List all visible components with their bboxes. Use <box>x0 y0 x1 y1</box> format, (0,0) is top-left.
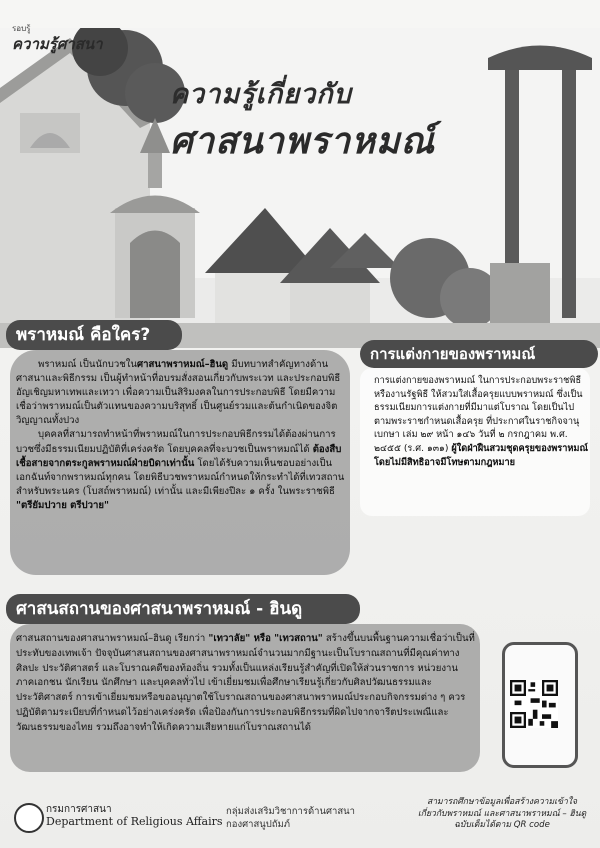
section-dress-text <box>374 374 588 469</box>
brand-logo <box>10 22 103 62</box>
logo-name: ความรู้ศาสนา <box>12 35 103 53</box>
text-run-bold: ศาสนาพราหมณ์–ฮินดู <box>137 359 229 370</box>
department-name-th: กรมการศาสนา <box>46 804 112 815</box>
department-name-en: Department of Religious Affairs <box>46 815 223 828</box>
section-temple-text <box>16 632 478 736</box>
text-run: โดยได้รับความเห็นชอบอย่างเป็นเอกฉันท์จากพราหมณ์ทุกคน โดยพิธีบวชพราหมณ์กำหนดให้กระทำได้ที่เทวสถานสำหรับพระนคร (โบสถ์พราหมณ์) เท่านั้น และมีเพียงปีละ ๑ ครั้ง ในพระราชพิธี <box>16 457 345 497</box>
text-run: พราหมณ์ เป็นนักบวชใน <box>38 359 137 370</box>
text-run-bold: "ตรียัมปวาย ตรีปวาย" <box>16 499 110 511</box>
unit-name-1: กลุ่มส่งเสริมวิชาการด้านศาสนา <box>226 806 355 817</box>
text-run-bold: "เทวาลัย" หรือ "เทวสถาน" <box>208 633 323 644</box>
unit-name-2: กองศาสนูปถัมภ์ <box>226 819 291 830</box>
qr-caption-line-3: ฉบับเต็มได้ตาม QR code <box>454 820 550 831</box>
qr-caption <box>412 797 592 832</box>
text-run: มีบทบาทสำคัญทางด้านศาสนาและพิธีกรรม เป็นผู้ทำหน้าที่อบรมสั่งสอนเกี่ยวกับพระเวท และประกอบพิธีอัญเชิญมหาเทพและเทวา เพื่อความเป็นสิริมงคลในการประกอบพิธี โดยมีความเชื่อว่าพราหมณ์เป็นตัวแทนของความบริสุทธิ์ เป็นศูนย์รวมและต้นกำเนิดของจิตวิญญาณทั้งปวง <box>16 359 341 427</box>
text-run-bold: ผู้ใดฝ่าฝืนสวมชุดครุยของพราหมณ์โดยไม่มีสิทธิอาจมีโทษตามกฎหมาย <box>374 442 589 468</box>
text-run: บุคคลที่สามารถทำหน้าที่พราหมณ์ในการประกอบพิธีกรรมได้ต้องผ่านการบวชซึ่งมีธรรมเนียมปฏิบัติที่เคร่งครัด โดยบุคคลที่จะบวชเป็นพราหมณ์ได้ <box>16 429 336 455</box>
section-dress-heading: การแต่งกายของพราหมณ์ <box>360 340 598 368</box>
who-paragraph-1 <box>16 358 346 428</box>
text-run: สร้างขึ้นบนพื้นฐานความเชื่อว่าเป็นที่ประทับของเทพเจ้า ปัจจุบันศาสนสถานของศาสนาพราหมณ์จำนวนมากมีฐานะเป็นโบราณสถานที่มีคุณค่าทางศิลปะ ประวัติศาสตร์ และโบราณคดีของท้องถิ่น รวมทั้งเป็นแหล่งเรียนรู้สำคัญที่เปิดให้ส่วนราชการ หน่วยงาน ภาคเอกชน นักเรียน นักศึกษา และบุคคลทั่วไป เข้าเยี่ยมชมเพื่อศึกษาเรียนรู้เกี่ยวกับศิลปวัฒนธรรมและประวัติศาสตร์ การเข้าเยี่ยมชมหรือขออนุญาตใช้โบราณสถานของศาสนาพราหมณ์ประกอบกิจกรรมต่าง ๆ ควรปฏิบัติตามระเบียบที่กำหนดไว้อย่างเคร่งครัด เพื่อป้องกันการประกอบพิธีกรรมที่ผิดไปจากจารีตประเพณีและวัฒนธรรมของไทย รวมถึงอาจทำให้เกิดความเสียหายแก่โบราณสถานได้ <box>16 633 475 733</box>
section-who-text <box>16 358 346 513</box>
title-line-2: ศาสนาพราหมณ์ <box>170 121 436 162</box>
temple-paragraph <box>16 632 478 736</box>
text-run-bold: ต้องสืบเชื้อสายจากตระกูลพราหมณ์ฝ่ายบิดาเท่านั้น <box>16 443 342 469</box>
qr-caption-line-2: เกี่ยวกับพราหมณ์ และศาสนาพราหมณ์ – ฮินดู <box>417 808 587 819</box>
title-line-1: ความรู้เกี่ยวกับ <box>170 79 352 110</box>
dress-paragraph <box>374 374 588 469</box>
qr-code-icon[interactable] <box>510 680 558 728</box>
qr-caption-line-1: สามารถศึกษาข้อมูลเพื่อสร้างความเข้าใจ <box>426 797 578 807</box>
text-run: ศาสนสถานของศาสนาพราหมณ์–ฮินดู เรียกว่า <box>16 633 209 644</box>
logo-tag: รอบรู้ <box>12 24 31 33</box>
dharma-wheel-icon <box>14 803 44 833</box>
section-who-heading: พราหมณ์ คือใคร? <box>6 320 182 350</box>
who-paragraph-2 <box>16 428 346 513</box>
text-run: การแต่งกายของพราหมณ์ ในการประกอบพระราชพิธีหรืองานรัฐพิธี ให้สวมใส่เสื้อครุยแบบพราหมณ์ ซึ่งเป็นธรรมเนียมการแต่งกายที่มีมาแต่โบราณ โดยเป็นไปตามพระราชกำหนดเสื้อครุย ที่ประกาศในราชกิจจานุเบกษา เล่ม ๒๙ หน้า ๑๔๖ วันที่ ๒ กรกฎาคม พ.ศ. ๒๔๕๕ (ร.ศ. ๑๓๑) <box>374 375 583 454</box>
section-temple-heading: ศาสนสถานของศาสนาพราหมณ์ - ฮินดู <box>6 594 360 624</box>
